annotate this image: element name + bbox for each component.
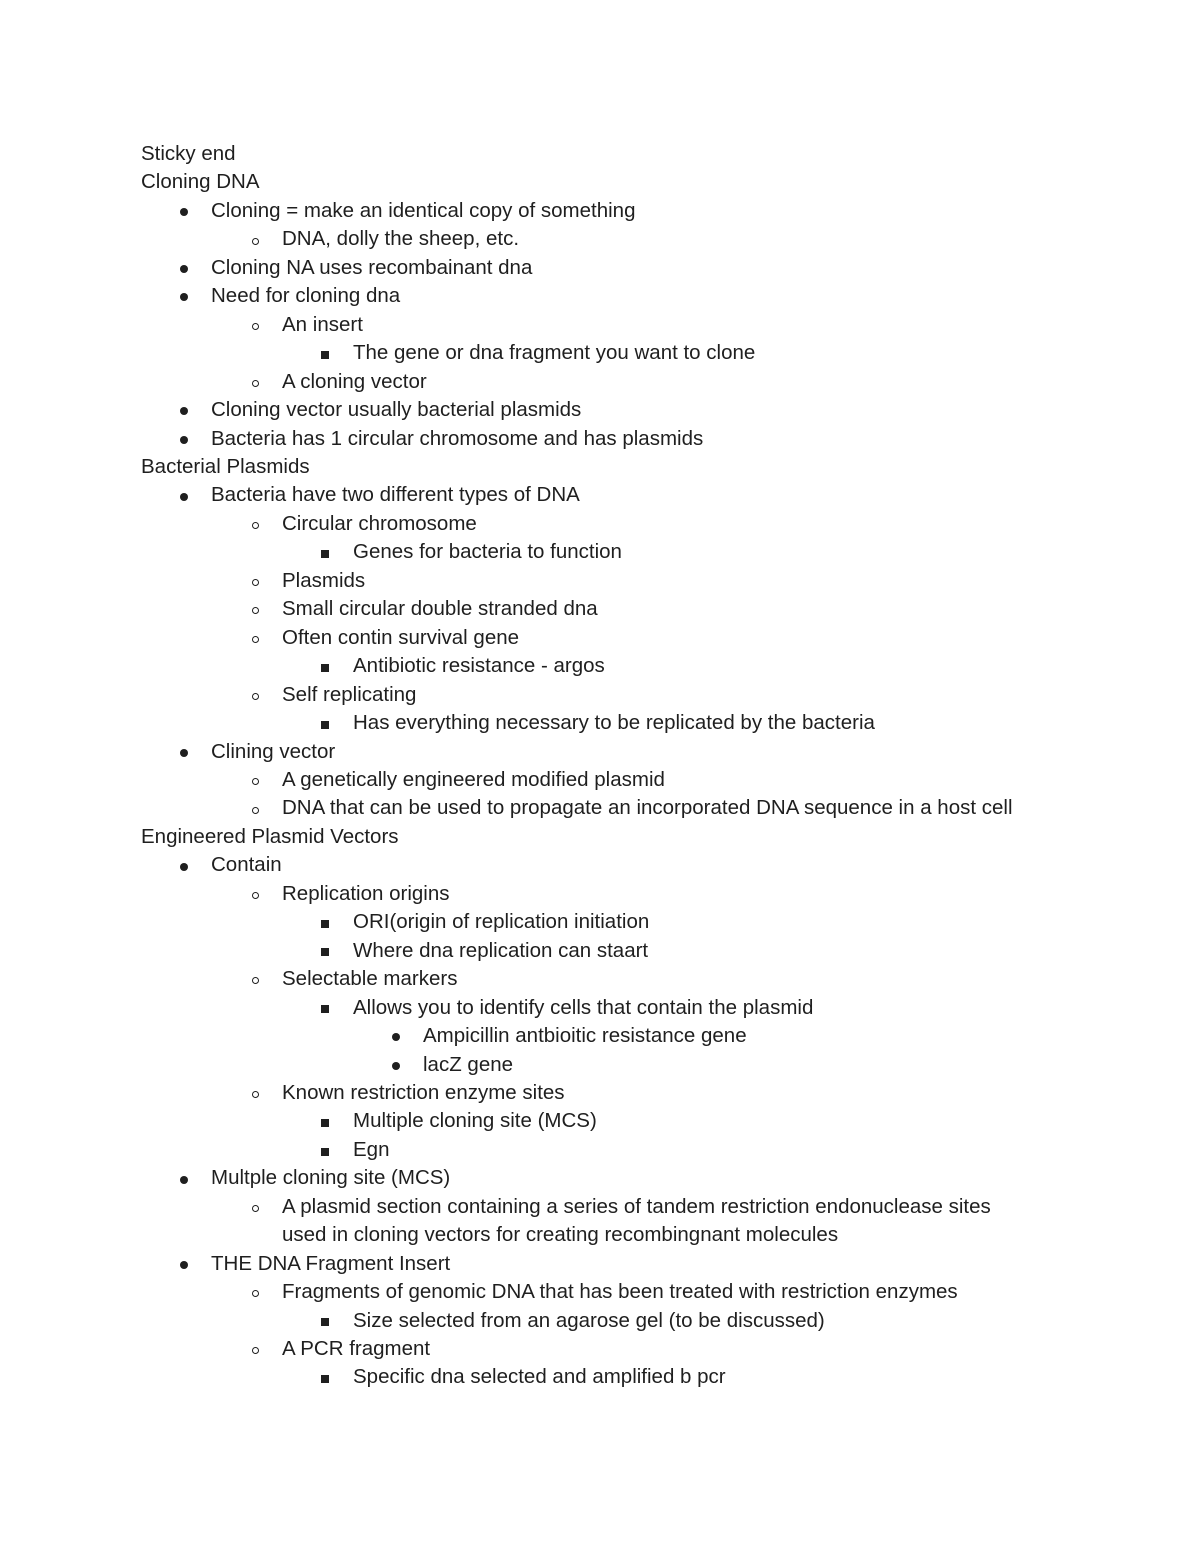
heading-text: Cloning DNA <box>141 170 260 194</box>
bullet-ring-icon <box>245 1278 265 1306</box>
list-item-text: Small circular double stranded dna <box>282 597 598 621</box>
bullet-square-icon <box>315 339 335 367</box>
list-item-text: THE DNA Fragment Insert <box>211 1251 451 1275</box>
list-item <box>141 567 1081 595</box>
list-item-text: ORI(origin of replication initiation <box>353 910 650 934</box>
list-item-text: Self replicating <box>282 682 417 706</box>
bullet-dot-icon <box>174 738 194 766</box>
bullet-ring-icon <box>245 225 265 253</box>
list-item <box>141 538 1081 566</box>
list-item <box>141 197 1081 225</box>
list-item <box>141 908 1081 936</box>
list-item <box>141 1335 1081 1363</box>
heading-text: Bacterial Plasmids <box>141 454 310 478</box>
list-item-text: Clining vector <box>211 739 336 763</box>
bullet-ring-icon <box>245 794 265 822</box>
list-item <box>141 1164 1081 1192</box>
list-item <box>141 851 1081 879</box>
list-item-text: used in cloning vectors for creating recombingnant molecules <box>282 1223 839 1247</box>
bullet-square-icon <box>315 538 335 566</box>
list-item-text: Size selected from an agarose gel (to be discussed) <box>353 1308 825 1332</box>
bullet-dot-icon <box>174 282 194 310</box>
bullet-dot-icon <box>386 1022 406 1050</box>
list-item <box>141 481 1081 509</box>
bullet-square-icon <box>315 994 335 1022</box>
list-item <box>141 368 1081 396</box>
bullet-ring-icon <box>245 766 265 794</box>
list-item-text: A genetically engineered modified plasmid <box>282 767 665 791</box>
bullet-dot-icon <box>174 197 194 225</box>
bullet-ring-icon <box>245 624 265 652</box>
list-item-text: DNA that can be used to propagate an incorporated DNA sequence in a host cell <box>282 796 1013 820</box>
bullet-square-icon <box>315 652 335 680</box>
list-item <box>141 225 1081 253</box>
bullet-ring-icon <box>245 510 265 538</box>
bullet-square-icon <box>315 908 335 936</box>
list-item-text: Cloning NA uses recombainant dna <box>211 255 533 279</box>
bullet-square-icon <box>315 709 335 737</box>
bullet-square-icon <box>315 1363 335 1391</box>
bullet-square-icon <box>315 1107 335 1135</box>
list-item-text: Cloning = make an identical copy of something <box>211 198 636 222</box>
list-item <box>141 794 1081 822</box>
bullet-square-icon <box>315 937 335 965</box>
heading-text: Sticky end <box>141 142 236 165</box>
list-item <box>141 1107 1081 1135</box>
list-item <box>141 339 1081 367</box>
list-item <box>141 595 1081 623</box>
list-item-text: Contain <box>211 853 282 877</box>
list-item-text: Fragments of genomic DNA that has been treated with restriction enzymes <box>282 1280 958 1304</box>
bullet-ring-icon <box>245 595 265 623</box>
list-item-text: Cloning vector usually bacterial plasmids <box>211 398 582 422</box>
list-item <box>141 1136 1081 1164</box>
list-item-text: A plasmid section containing a series of tandem restriction endonuclease sites <box>282 1194 991 1218</box>
bullet-dot-icon <box>174 851 194 879</box>
list-item-text: Ampicillin antbioitic resistance gene <box>423 1024 747 1048</box>
bullet-ring-icon <box>245 311 265 339</box>
list-item <box>141 1193 1081 1221</box>
list-item-text: Bacteria have two different types of DNA <box>211 483 580 507</box>
list-item-text: Multple cloning site (MCS) <box>211 1166 451 1190</box>
bullet-ring-icon <box>245 1335 265 1363</box>
list-item <box>141 738 1081 766</box>
list-item-text: Known restriction enzyme sites <box>282 1080 565 1104</box>
bullet-dot-icon <box>174 1164 194 1192</box>
list-item-text: Often contin survival gene <box>282 625 520 649</box>
list-item-text: An insert <box>282 312 363 336</box>
bullet-dot-icon <box>174 481 194 509</box>
list-item <box>141 994 1081 1022</box>
bullet-ring-icon <box>245 1193 265 1221</box>
list-item <box>141 1221 1081 1249</box>
list-item <box>141 709 1081 737</box>
list-item <box>141 937 1081 965</box>
list-item <box>141 652 1081 680</box>
section-heading <box>141 823 1081 851</box>
list-item <box>141 880 1081 908</box>
bullet-dot-icon <box>174 396 194 424</box>
bullet-ring-icon <box>245 880 265 908</box>
list-item-text: Plasmids <box>282 568 366 592</box>
list-item <box>141 1363 1081 1391</box>
bullet-square-icon <box>315 1307 335 1335</box>
document-body <box>141 140 1081 1392</box>
list-item <box>141 1051 1081 1079</box>
section-heading <box>141 168 1081 196</box>
list-item-text: Need for cloning dna <box>211 284 401 308</box>
section-heading <box>141 453 1081 481</box>
list-item-text: Egn <box>353 1137 390 1161</box>
list-item-text: Where dna replication can staart <box>353 938 649 962</box>
section-heading <box>141 140 1081 168</box>
list-item <box>141 311 1081 339</box>
list-item <box>141 425 1081 453</box>
bullet-ring-icon <box>245 681 265 709</box>
list-item-text: Specific dna selected and amplified b pcr <box>353 1365 726 1389</box>
list-item-text: Genes for bacteria to function <box>353 540 622 564</box>
list-item <box>141 965 1081 993</box>
bullet-ring-icon <box>245 368 265 396</box>
bullet-ring-icon <box>245 1079 265 1107</box>
list-item-text: Replication origins <box>282 881 450 905</box>
list-item <box>141 510 1081 538</box>
list-item-text: Multiple cloning site (MCS) <box>353 1109 597 1133</box>
list-item-text: DNA, dolly the sheep, etc. <box>282 227 520 251</box>
list-item-text: Bacteria has 1 circular chromosome and has plasmids <box>211 426 704 450</box>
list-item-text: Allows you to identify cells that contain the plasmid <box>353 995 814 1019</box>
bullet-dot-icon <box>174 254 194 282</box>
list-item <box>141 1278 1081 1306</box>
list-item-text: The gene or dna fragment you want to clone <box>353 341 756 365</box>
list-item <box>141 282 1081 310</box>
list-item-text: Has everything necessary to be replicated by the bacteria <box>353 711 875 735</box>
bullet-dot-icon <box>174 425 194 453</box>
list-item-text: A PCR fragment <box>282 1337 431 1361</box>
list-item <box>141 254 1081 282</box>
list-item <box>141 1022 1081 1050</box>
bullet-dot-icon <box>174 1250 194 1278</box>
bullet-ring-icon <box>245 965 265 993</box>
list-item <box>141 1250 1081 1278</box>
list-item <box>141 624 1081 652</box>
list-item-text: Antibiotic resistance - argos <box>353 654 605 678</box>
list-item-text: Circular chromosome <box>282 511 477 535</box>
list-item <box>141 1079 1081 1107</box>
list-item <box>141 766 1081 794</box>
list-item-text: A cloning vector <box>282 369 427 393</box>
list-item-text: Selectable markers <box>282 967 458 991</box>
list-item <box>141 396 1081 424</box>
bullet-ring-icon <box>245 567 265 595</box>
list-item <box>141 1307 1081 1335</box>
list-item-text: lacZ gene <box>423 1052 514 1076</box>
bullet-dot-icon <box>386 1051 406 1079</box>
bullet-square-icon <box>315 1136 335 1164</box>
list-item <box>141 681 1081 709</box>
heading-text: Engineered Plasmid Vectors <box>141 824 399 848</box>
